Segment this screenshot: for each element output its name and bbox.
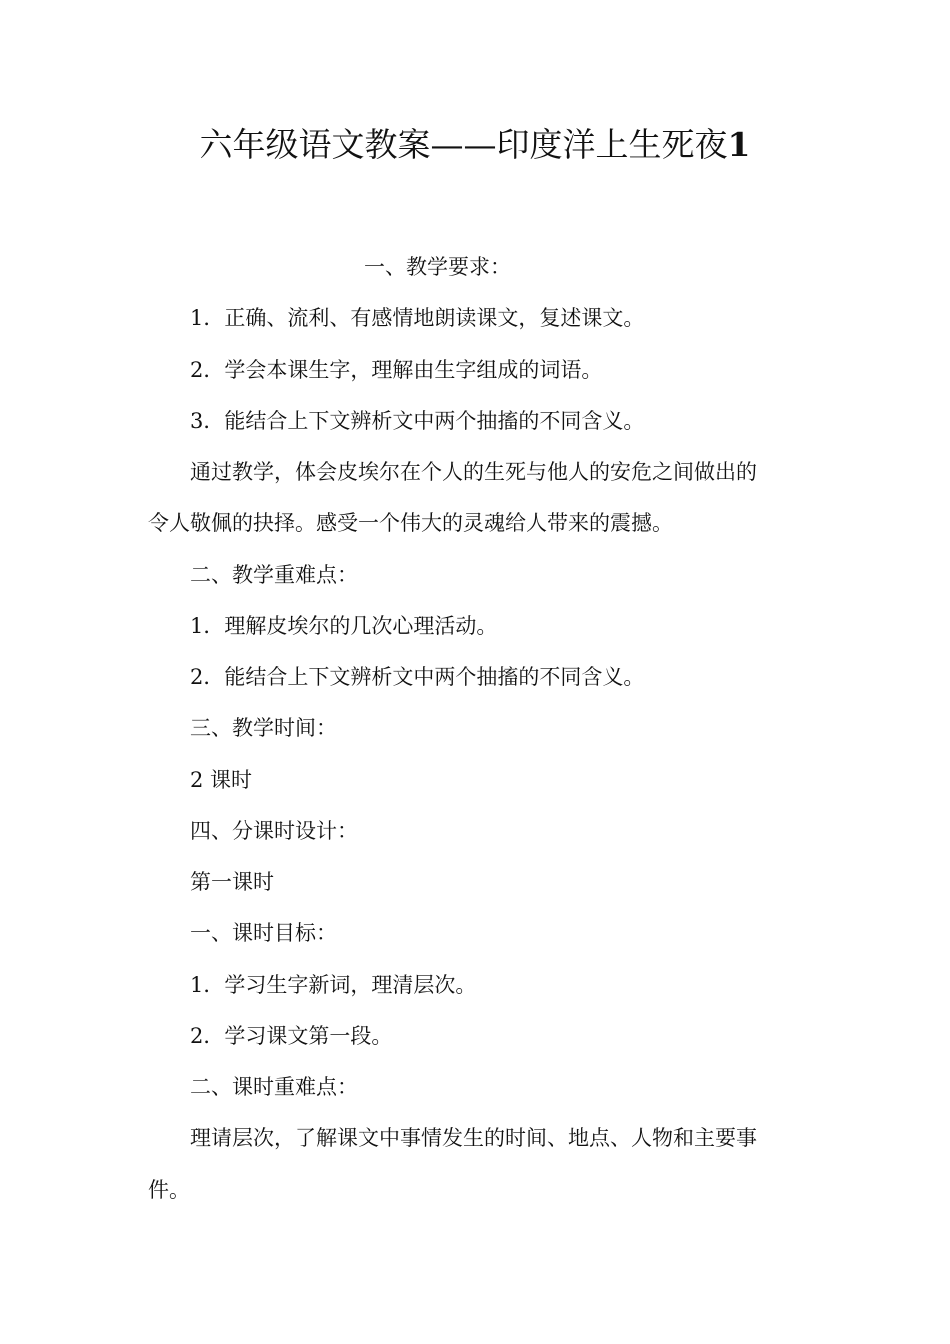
section-heading-design: 四、分课时设计： bbox=[190, 819, 358, 843]
goal-item-2: 2．学习课文第一段。 bbox=[190, 1024, 393, 1048]
key-point-item-2: 2．能结合上下文辨析文中两个抽搐的不同含义。 bbox=[190, 665, 645, 689]
key-point-item-1: 1．理解皮埃尔的几次心理活动。 bbox=[190, 614, 498, 638]
paragraph-line: 通过教学，体会皮埃尔在个人的生死与他人的安危之间做出的 bbox=[190, 460, 757, 484]
teaching-time-value: 2 课时 bbox=[190, 768, 253, 792]
title-number: 1 bbox=[727, 125, 751, 164]
lesson-heading: 第一课时 bbox=[190, 870, 274, 894]
requirement-item-3: 3．能结合上下文辨析文中两个抽搐的不同含义。 bbox=[190, 409, 645, 433]
requirement-item-2: 2．学会本课生字，理解由生字组成的词语。 bbox=[190, 358, 603, 382]
paragraph-line: 件。 bbox=[148, 1178, 190, 1202]
subsection-heading-goals: 一、课时目标： bbox=[190, 921, 337, 945]
subsection-heading-key-points: 二、课时重难点： bbox=[190, 1075, 358, 1099]
section-heading-time: 三、教学时间： bbox=[190, 716, 337, 740]
requirement-item-1: 1．正确、流利、有感情地朗读课文，复述课文。 bbox=[190, 306, 645, 330]
goal-item-1: 1．学习生字新词，理清层次。 bbox=[190, 973, 477, 997]
document-title bbox=[0, 120, 950, 170]
section-heading-key-points: 二、教学重难点： bbox=[190, 563, 358, 587]
title-text: 六年级语文教案——印度洋上生死夜 bbox=[199, 125, 728, 164]
paragraph-line: 令人敬佩的抉择。感受一个伟大的灵魂给人带来的震撼。 bbox=[148, 511, 673, 535]
paragraph-line: 理请层次，了解课文中事情发生的时间、地点、人物和主要事 bbox=[190, 1126, 757, 1150]
section-heading-requirements: 一、教学要求： bbox=[364, 255, 511, 279]
